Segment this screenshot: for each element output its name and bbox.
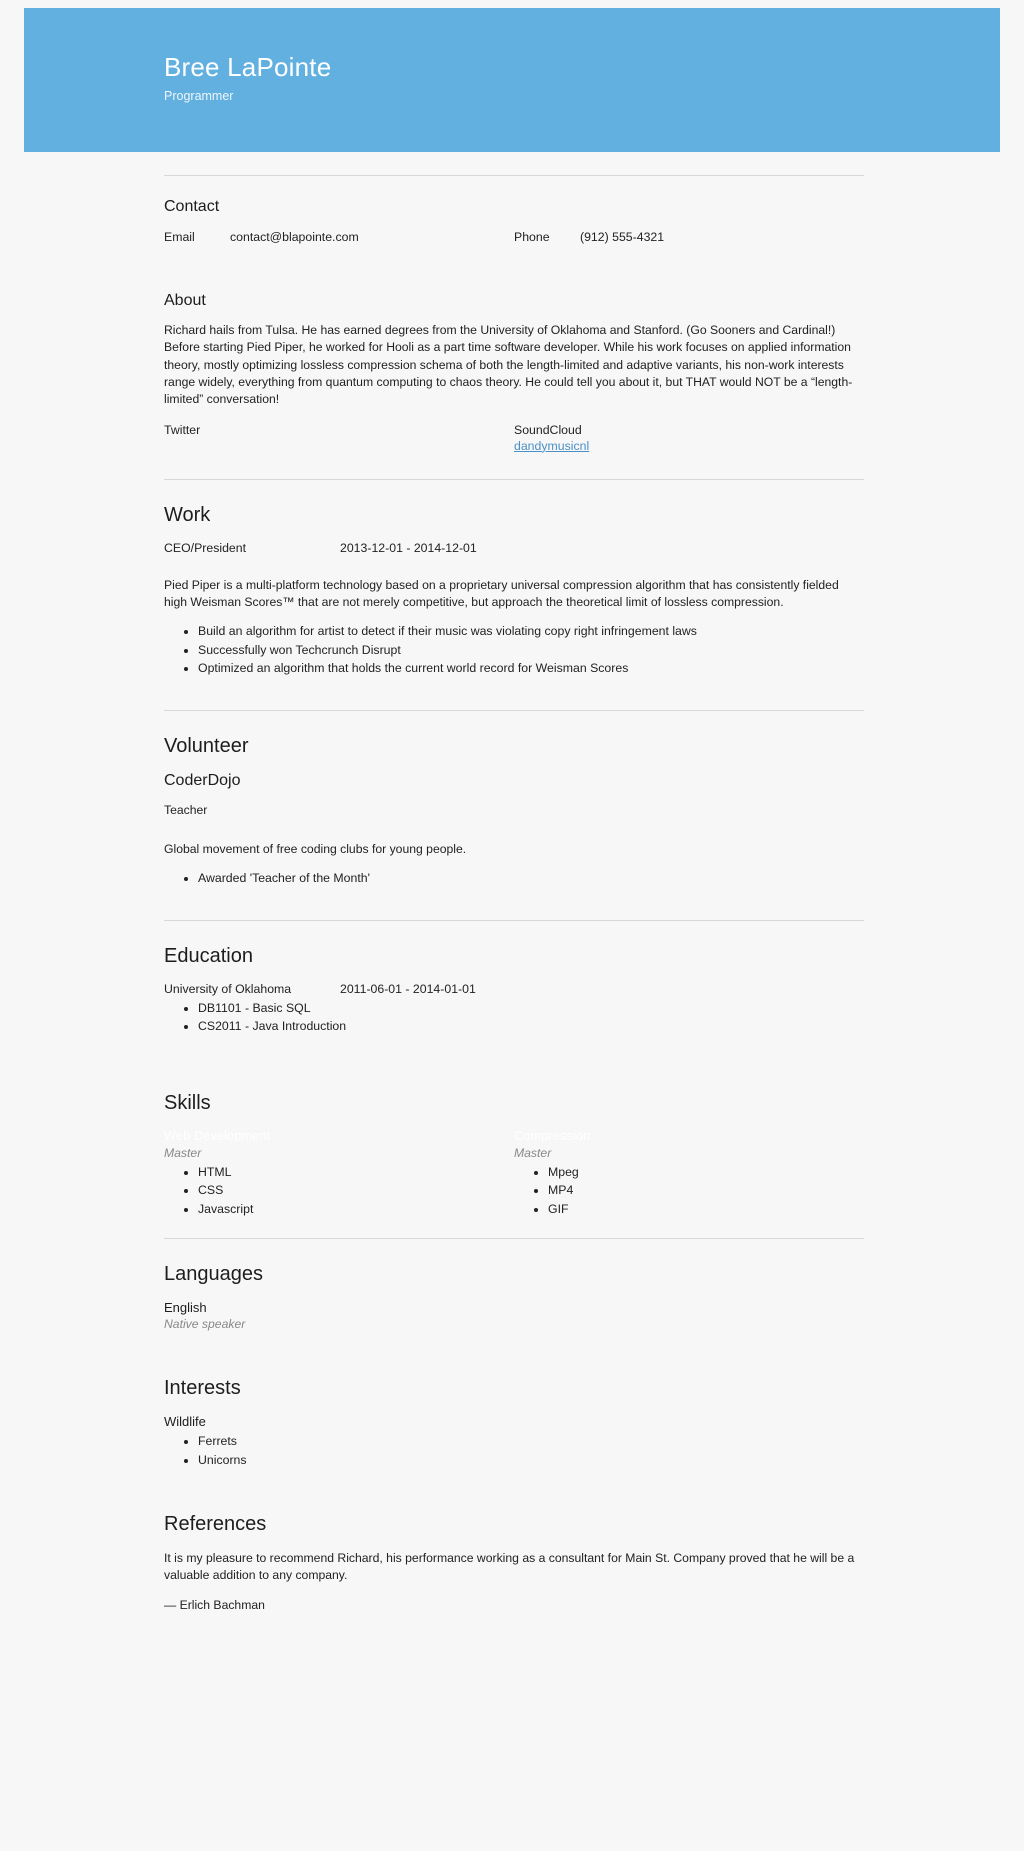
social-soundcloud [514, 423, 864, 455]
list-item: • HTML [198, 1164, 514, 1181]
contact-email-value: contact@blapointe.com [230, 230, 359, 244]
list-item: • GIF [548, 1201, 864, 1218]
skill-level: Master [514, 1145, 552, 1160]
interest-keywords [164, 1433, 864, 1469]
header-role: Programmer [164, 89, 234, 104]
page-title: Bree LaPointe [164, 52, 332, 82]
volunteer-summary: Global movement of free coding clubs for young people. [164, 841, 467, 856]
education-institution: University of Oklahoma [164, 981, 292, 996]
list-item: • Mpeg [548, 1164, 864, 1181]
list-item: • Unicorns [198, 1452, 864, 1469]
contact-phone-value: (912) 555-4321 [580, 230, 665, 244]
section-about [164, 270, 864, 455]
contact-phone [514, 230, 864, 244]
section-languages [164, 1239, 864, 1331]
list-item: • Build an algorithm for artist to detect if their music was violating copy right infringement laws [198, 623, 864, 640]
education-meta [164, 982, 864, 996]
contact-heading: Contact [164, 198, 220, 215]
volunteer-position: Teacher [164, 802, 208, 817]
volunteer-highlights [164, 870, 864, 887]
languages-heading: Languages [164, 1263, 263, 1286]
references-heading: References [164, 1513, 267, 1536]
skills-heading: Skills [164, 1091, 211, 1114]
volunteer-heading: Volunteer [164, 734, 249, 757]
list-item: • Optimized an algorithm that holds the current world record for Weisman Scores [198, 660, 864, 677]
skill-item-web-development [164, 1129, 514, 1228]
contact-row [164, 230, 864, 244]
section-education [164, 921, 864, 1036]
language-item [164, 1300, 864, 1331]
interests-heading: Interests [164, 1377, 241, 1400]
section-interests [164, 1353, 864, 1469]
list-item: • Awarded 'Teacher of the Month' [198, 870, 864, 887]
list-item: • MP4 [548, 1182, 864, 1199]
section-volunteer [164, 711, 864, 888]
contact-phone-label: Phone [514, 230, 550, 244]
skill-name: Web Development [164, 1128, 271, 1143]
work-dates: 2013-12-01 - 2014-12-01 [340, 540, 477, 555]
resume-header-banner [24, 8, 1000, 152]
education-heading: Education [164, 944, 253, 967]
work-meta [164, 541, 864, 555]
skill-keywords [164, 1164, 514, 1218]
list-item: • DB1101 - Basic SQL [198, 1000, 864, 1017]
section-work [164, 480, 864, 678]
social-row [164, 423, 864, 455]
social-twitter-label: Twitter [164, 422, 201, 437]
social-soundcloud-label: SoundCloud [514, 422, 582, 437]
social-twitter [164, 423, 514, 455]
skill-keywords [514, 1164, 864, 1218]
language-fluency: Native speaker [164, 1317, 246, 1332]
reference-author: — Erlich Bachman [164, 1597, 265, 1612]
work-highlights [164, 623, 864, 677]
work-heading: Work [164, 503, 211, 526]
contact-email-label: Email [164, 230, 195, 244]
list-item: • CS2011 - Java Introduction [198, 1018, 864, 1035]
volunteer-organization: CoderDojo [164, 771, 241, 789]
contact-email [164, 230, 514, 244]
education-dates: 2011-06-01 - 2014-01-01 [340, 981, 476, 996]
work-position: CEO/President [164, 540, 247, 555]
language-name: English [164, 1300, 207, 1316]
skill-level: Master [164, 1145, 202, 1160]
list-item: • Javascript [198, 1201, 514, 1218]
section-skills [164, 1068, 864, 1228]
section-contact [164, 176, 864, 244]
education-courses [164, 1000, 864, 1036]
list-item: • CSS [198, 1182, 514, 1199]
list-item: • Successfully won Techcrunch Disrupt [198, 642, 864, 659]
header-text-block [164, 52, 331, 103]
about-summary: Richard hails from Tulsa. He has earned degrees from the University of Oklahoma and Stanford. (Go Sooners and Cardinal!) Before starting Pied Piper, he worked for Hooli as a part time software developer. While his work focuses on applied information theory, mostly optimizing lossless compression schema of both the length-limited and adaptive variants, his non-work interests range widely, everything from quantum computing to chaos theory. He could tell you about it, but THAT would NOT be a “length-limited” conversation! [164, 323, 853, 407]
section-references [164, 1489, 864, 1614]
reference-text: It is my pleasure to recommend Richard, his performance working as a consultant for Main St. Company proved that he will be a valuable addition to any company. [164, 1551, 855, 1583]
skills-row [164, 1129, 864, 1228]
work-summary: Pied Piper is a multi-platform technology based on a proprietary universal compression algorithm that has consistently fielded high Weisman Scores™ that are not merely competitive, but approach the theoretical limit of lossless compression. [164, 577, 839, 609]
skill-item-compression [514, 1129, 864, 1228]
interest-name: Wildlife [164, 1414, 206, 1430]
social-soundcloud-link[interactable]: dandymusicnl [514, 438, 590, 453]
skill-name: Compression [514, 1128, 591, 1143]
list-item: • Ferrets [198, 1433, 864, 1450]
about-heading: About [164, 292, 206, 309]
resume-body [164, 175, 864, 1660]
